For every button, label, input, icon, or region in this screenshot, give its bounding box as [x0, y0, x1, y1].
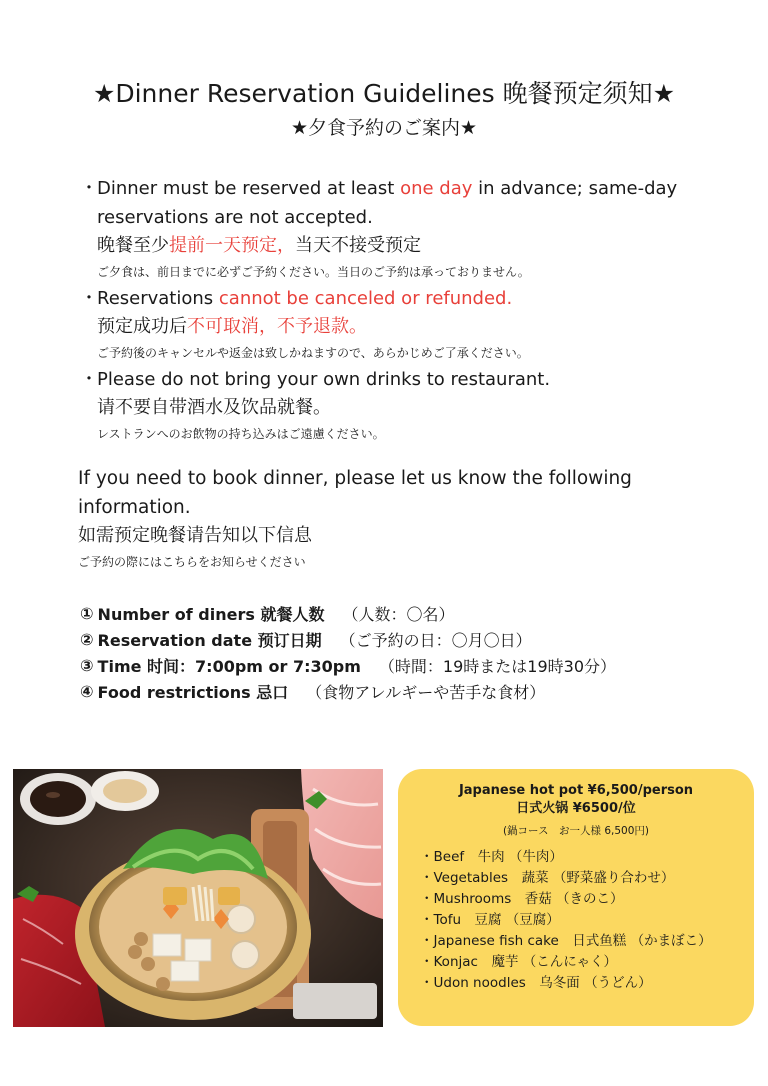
info-ja: ご予約の際にはこちらをお知らせください: [78, 555, 306, 569]
guideline-highlight: cannot be canceled or refunded.: [218, 288, 513, 309]
item-number: ④: [80, 681, 94, 701]
required-item-diners: [80, 600, 740, 626]
info-cn: 如需预定晚餐请告知以下信息: [78, 525, 312, 546]
guideline-ja: レストランへのお飲物の持ち込みはご遠慮ください。: [97, 427, 385, 441]
guideline-cn: 晚餐至少提前一天预定，当天不接受预定: [97, 235, 421, 256]
item-note: （時間：19時または19時30分）: [378, 656, 617, 676]
bullet: ・: [80, 178, 98, 199]
hot-pot-menu-card: [398, 769, 754, 1026]
menu-items: [420, 847, 750, 994]
item-number: ①: [80, 603, 94, 623]
guideline-no-refund: [80, 284, 700, 365]
menu-item-udon: ・Udon noodles 乌冬面 （うどん）: [420, 975, 652, 991]
guideline-highlight: one day: [400, 178, 473, 199]
hot-pot-photo: [13, 769, 383, 1027]
guideline-en: [80, 365, 700, 394]
bullet: ・: [80, 288, 98, 309]
menu-item-mushrooms: ・Mushrooms 香菇 （きのこ）: [420, 891, 624, 907]
menu-subtitle: 日式火锅 ¥6500/位: [516, 801, 636, 816]
required-item-date: [80, 626, 740, 652]
info-en-line1: If you need to book dinner, please let us know the following: [78, 468, 632, 489]
menu-item-konjac: ・Konjac 魔芋 （こんにゃく）: [420, 954, 617, 970]
item-label: Time 时间：7:00pm or 7:30pm: [97, 656, 361, 676]
bullet: ・: [80, 369, 98, 390]
guideline-en: [80, 284, 700, 313]
menu-course: (鍋コース お一人様 6,500円): [502, 825, 650, 837]
guideline-text: Reservations: [97, 288, 219, 309]
item-label: Food restrictions 忌口: [97, 682, 289, 702]
guideline-cn: 请不要自带酒水及饮品就餐。: [97, 397, 331, 418]
booking-info-intro: [78, 464, 678, 574]
guideline-highlight: 不可取消，不予退款。: [187, 316, 367, 337]
guideline-text: in advance; same-day: [472, 178, 678, 199]
guidelines-list: [80, 174, 700, 446]
guideline-no-own-drinks: [80, 365, 700, 446]
required-item-restrictions: [80, 678, 740, 704]
item-label: Reservation date 预订日期: [97, 630, 322, 650]
hot-pot-illustration: [13, 769, 383, 1027]
guideline-text: Dinner must be reserved at least: [97, 178, 401, 199]
page-subtitle: ★夕食予約のご案内★: [290, 117, 478, 139]
guideline-cn: 预定成功后不可取消，不予退款。: [97, 316, 367, 337]
guideline-text: reservations are not accepted.: [97, 207, 373, 228]
page-title: ★Dinner Reservation Guidelines 晚餐预定须知★: [92, 79, 676, 108]
guideline-advance-booking: [80, 174, 700, 284]
item-note: （ご予約の日：〇月〇日）: [339, 630, 532, 650]
item-number: ②: [80, 629, 94, 649]
item-note: （人数：〇名）: [342, 604, 455, 624]
menu-item-tofu: ・Tofu 豆腐 （豆腐）: [420, 912, 560, 928]
menu-item-beef: ・Beef 牛肉 （牛肉）: [420, 849, 563, 865]
item-note: （食物アレルギーや苦手な食材）: [306, 682, 546, 702]
info-en-line2: information.: [78, 497, 191, 518]
guideline-en: [80, 174, 700, 203]
menu-title: Japanese hot pot ¥6,500/person: [458, 783, 694, 798]
guideline-text: Please do not bring your own drinks to restaurant.: [97, 369, 551, 390]
guideline-ja: ご夕食は、前日までに必ずご予約ください。当日のご予約は承っておりません。: [97, 265, 530, 279]
required-info-list: [80, 600, 740, 704]
item-number: ③: [80, 655, 94, 675]
menu-item-fish-cake: ・Japanese fish cake 日式鱼糕 （かまぼこ）: [420, 933, 712, 949]
menu-item-vegetables: ・Vegetables 蔬菜 （野菜盛り合わせ）: [420, 870, 675, 886]
guideline-highlight: 提前一天预定，: [169, 235, 295, 256]
guideline-en-line2: [80, 203, 700, 232]
required-item-time: [80, 652, 740, 678]
guideline-ja: ご予約後のキャンセルや返金は致しかねますので、あらかじめご了承ください。: [97, 346, 529, 360]
item-label: Number of diners 就餐人数: [97, 604, 325, 624]
